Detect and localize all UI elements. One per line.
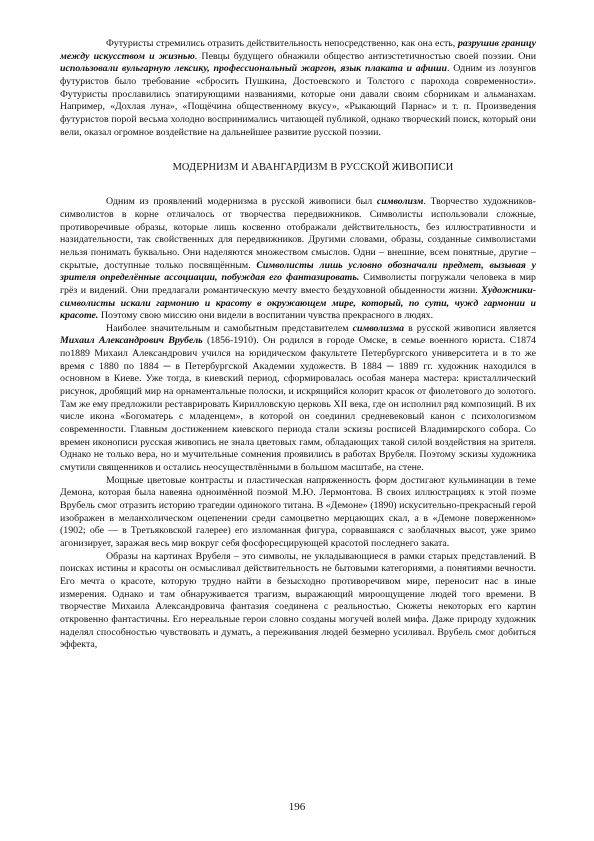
emphasized-text: использовали вульгарную лексику, профессиональный жаргон, язык плаката и афиши [60, 63, 448, 75]
text-run: Поэтому свою миссию они видели в воспитании чувства прекрасного в людях. [98, 310, 434, 322]
emphasized-text: Михаил Александрович Врубель [60, 335, 203, 347]
page-number: 196 [288, 801, 306, 813]
text-run: . Творчество художников-символистов в корне отличалось от творчества передвижников. Символисты использовали сложные, противоречивые образы, которые лишь косвенно отображали действительность, без иллюстративности и назидательности, так свойственных для передвижников. Другими словами, образы, созданные символистами нельзя понимать буквально. Они наделяются множеством смыслов. Одни – внешние, всем понятные, другие – скрытые, доступные только посвящённым. [60, 196, 536, 271]
text-run: Мощные цветовые контрасты и пластическая напряженность форм достигают кульминации в теме Демона, которая была навеяна одноимённой поэмой М.Ю. Лермонтова. В своих иллюстрациях к этой поэме Врубель смог отразить историю трагедии одинокого титана. В «Демоне» (1890) искусительно-прекрасный герой изображен в меланхолическом оцепенении среди самоцветно мерцающих скал, а в «Демоне поверженном» (1902; обе — в Третьяковской галерее) его изломанная фигура, сорвавшаяся с заоблачных высот, уже зримо агонизирует, заражая весь мир вокруг себя фосфоресцирующей красотой последнего заката. [60, 474, 536, 549]
document-page [60, 38, 536, 652]
paragraph-symbolism [60, 196, 536, 323]
section-heading: МОДЕРНИЗМ И АВАНГАРДИЗМ В РУССКОЙ ЖИВОПИСИ [172, 162, 454, 174]
emphasized-text: символизма [352, 322, 405, 334]
text-run: Образы на картинах Врубеля – это символы, не укладывающиеся в рамки старых представлений. В поисках истины и красоты он осмысливал действительность не бытовыми категориями, а понятиями вечности. Его мечта о красоте, которую трудно найти в безысходно противоречивом мире, переносит нас в иные измерения. Однако и там обнаруживается трагизм, выражающий мироощущение людей того времени. В творчестве Михаила Александровича фантазия соединена с реальностью. Сюжеты некоторых его картин откровенно фантастичны. Его нереальные герои словно созданы могучей волей мифа. Даже природу художник наделял способностью чувствовать и думать, а переживания людей безмерно усиливал. Врубель смог добиться эффекта, [60, 550, 536, 651]
emphasized-text: символизм [376, 196, 424, 208]
paragraph-demon-theme [60, 475, 536, 551]
text-run: . Певцы будущего обнажили общество антиэстетичностью своей поэзии. Они [194, 50, 536, 62]
paragraph-vrubel-images [60, 551, 536, 652]
emphasized-text: Художники-символисты искали гармонию и красоту в окружающем мире, который, по сути, чужд гармонии и красоте. [60, 284, 536, 322]
text-run: Наиболее значительным и самобытным представителем [106, 322, 353, 334]
text-run: в русской живописи является [404, 322, 536, 334]
text-run: Одним из проявлений модернизма в русской живописи был [106, 196, 377, 208]
paragraph-futurists [60, 38, 536, 139]
text-run: . Одним из лозунгов футуристов было требование «сбросить Пушкина, Достоевского и Толстого с парохода современности». Футуристы прославились эпатирующими названиями, которые они давали своим сборникам и альманахам. Например, «Дохлая луна», «Пощёчина общественному вкусу», «Рыкающий Парнас» и т. п. Произведения футуристов порой весьма холодно воспринимались читающей публикой, однако творческий поиск, который они вели, оказал огромное воздействие на дальнейшее развитие русской поэзии. [60, 63, 536, 138]
emphasized-text: Символисты лишь условно обозначали предмет, вызывая у зрителя определённые ассоциации, побуждая его фантазировать. [60, 259, 536, 284]
text-run: Футуристы стремились отразить действительность непосредственно, как она есть, [106, 38, 458, 49]
text-run: (1856-1910). Он родился в городе Омске, в семье военного юриста. С1874 по1889 Михаил Александрович учился на юридическом факультете Петербургского университета и в то же время с 1880 по 1884 ─ в Петербургской Академии художеств. В 1884 ─ 1889 гг. художник находился в основном в Киеве. Уже тогда, в киевский период, сформировалась особая манера мастера: кристаллический рисунок, дробящий мир на орнаментальные полоски, и искрящийся колорит красок от фиолетового до золотого. Там же ему предложили реставрировать Кирилловскую церковь XII века, где он исполнил ряд композиций. В их числе икона «Богоматерь с младенцем», в которой он соединил средневековый канон с психологизмом современности. Главным достижением киевского периода стали эскизы росписей Владимирского собора. Со времен иконописи русская живопись не знала цветовых гамм, обладающих такой силой воздействия на зрителя. Однако не только вера, но и мучительные сомнения проявились в работах Врубеля. Поэтому эскизы художника смутили священников и остались неосуществлёнными в большом масштабе, на стене. [60, 335, 536, 474]
text-run: Символисты погружали человека в мир грёз и видений. Они предлагали романтическую мечту вместо бездуховной обыденности жизни. [60, 272, 536, 296]
emphasized-text: разрушив границу между искусством и жизнью [60, 38, 536, 62]
paragraph-vrubel-biography [60, 323, 536, 475]
